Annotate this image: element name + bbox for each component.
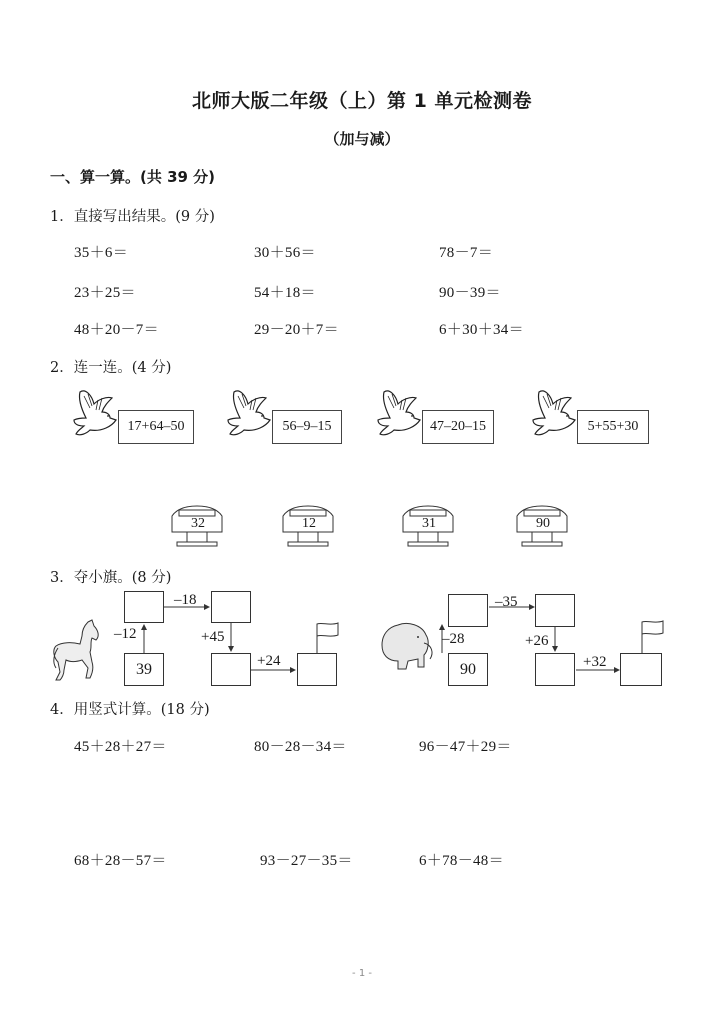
expression-card[interactable]: 56–9–15: [272, 410, 342, 444]
expression-card[interactable]: 5+55+30: [577, 410, 649, 444]
question-2-heading: 2．连一连。(4 分): [50, 360, 172, 376]
equation: 68＋28－57＝: [74, 853, 167, 869]
mailbox-number: 90: [536, 516, 550, 531]
equation: 93－27－35＝: [260, 853, 353, 869]
section-heading: 一、算一算。(共 39 分): [50, 168, 216, 186]
mailbox-number: 31: [422, 516, 436, 531]
mailbox-number: 12: [302, 516, 316, 531]
step-label: –28: [442, 631, 465, 647]
equation: 80－28－34＝: [254, 739, 347, 755]
start-number-box: 90: [448, 653, 488, 686]
equation: 54＋18＝: [254, 285, 316, 301]
equation: 96－47＋29＝: [419, 739, 512, 755]
equation: 45＋28＋27＝: [74, 739, 167, 755]
mailbox-number: 32: [191, 516, 205, 531]
step-label: –18: [174, 592, 197, 608]
step-label: –12: [114, 626, 137, 642]
page-title: 北师大版二年级（上）第 1 单元检测卷: [192, 90, 532, 112]
equation: 23＋25＝: [74, 285, 136, 301]
step-label: –35: [495, 594, 518, 610]
page-subtitle: （加与减）: [324, 130, 400, 148]
question-3-heading: 3．夺小旗。(8 分): [50, 570, 172, 586]
question-1-heading: 1．直接写出结果。(9 分): [50, 209, 215, 225]
step-label: +26: [525, 633, 549, 649]
expression-card[interactable]: 47–20–15: [422, 410, 494, 444]
answer-box[interactable]: [535, 594, 575, 627]
equation: 35＋6＝: [74, 245, 129, 261]
answer-box[interactable]: [535, 653, 575, 686]
step-label: +45: [201, 629, 225, 645]
equation: 78－7＝: [439, 245, 494, 261]
expression-card[interactable]: 17+64–50: [118, 410, 194, 444]
equation: 6＋78－48＝: [419, 853, 504, 869]
answer-box[interactable]: [620, 653, 662, 686]
equation: 48＋20－7＝: [74, 322, 159, 338]
equation: 90－39＝: [439, 285, 501, 301]
answer-box[interactable]: [448, 594, 488, 627]
elephant-icon: [378, 621, 436, 671]
step-label: +24: [257, 653, 281, 669]
question-4-heading: 4．用竖式计算。(18 分): [50, 702, 210, 718]
page-number: - 1 -: [352, 968, 372, 979]
equation: 29－20＋7＝: [254, 322, 339, 338]
equation: 6＋30＋34＝: [439, 322, 524, 338]
equation: 30＋56＝: [254, 245, 316, 261]
step-label: +32: [583, 654, 607, 670]
start-number-box: 39: [124, 653, 164, 686]
